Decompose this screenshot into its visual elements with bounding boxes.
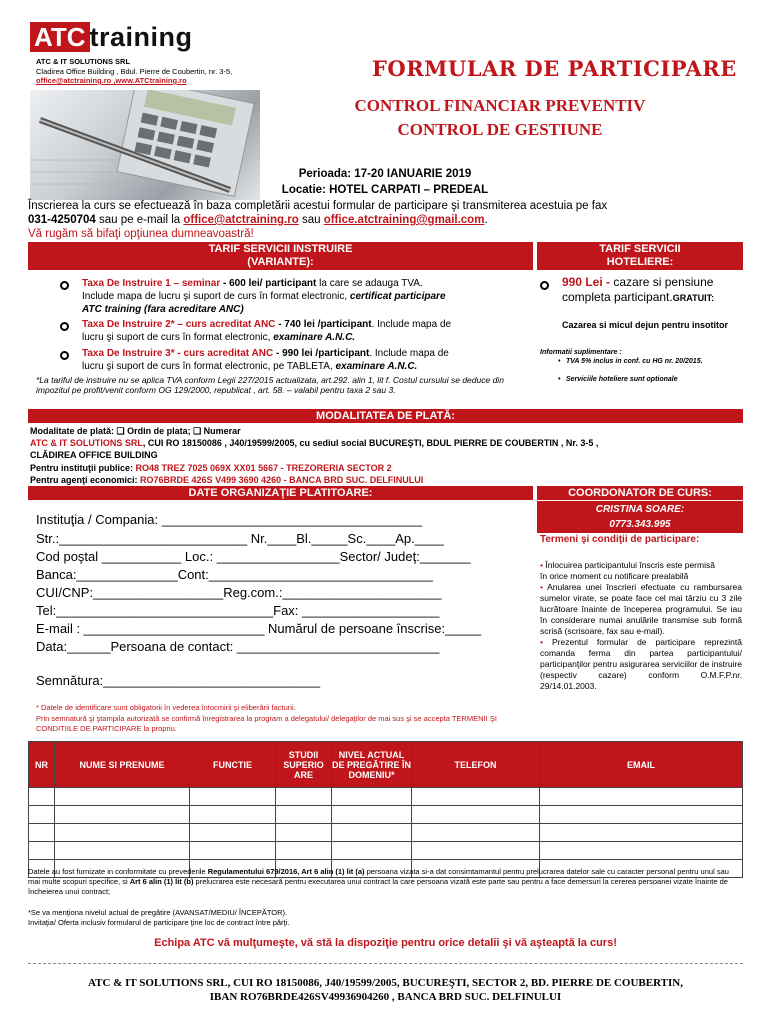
option-1-radio[interactable] <box>60 281 69 290</box>
company-emails[interactable]: office@atctraining.ro ,www.ATCtraining.ro <box>36 76 187 85</box>
company-name: ATC & IT SOLUTIONS SRL <box>36 57 131 66</box>
intro-end: . <box>484 214 488 226</box>
col-studies: STUDII SUPERIO ARE <box>276 742 332 788</box>
participants-table <box>28 741 743 878</box>
company-logo <box>30 22 248 56</box>
option-2-price: - 740 lei /participant <box>275 319 372 330</box>
intro-line-1: Înscrierea la curs se efectuează în baza completării acestui formular de participare şi transmiterea acestuia pe fax <box>28 200 608 212</box>
coord-phone: 0773.343.995 <box>609 519 671 530</box>
col-function: FUNCTIE <box>190 742 276 788</box>
option-1-price: - 600 lei/ participant <box>220 278 317 289</box>
course-period: Perioada: 17-20 IANUARIE 2019 <box>298 168 472 180</box>
course-title-1: CONTROL FINANCIAR PREVENTIV <box>354 96 646 115</box>
option-2-radio[interactable] <box>60 322 69 331</box>
payment-building: CLĂDIREA OFFICE BUILDING <box>30 450 158 460</box>
logo-atc: ATC <box>30 22 90 52</box>
gdpr-art: Art 6 alin (1) lit (b) <box>129 877 194 886</box>
col-nr: NR <box>29 742 55 788</box>
term-2: Anularea unei înscrieri efectuate cu rambursarea sumelor virate, se poate face cel mai târziu cu 3 zile lucrătoare înainte de începerea programului. Se iau în considerare numai anulările transmise sub formă scrisă (scrisoare, fax sau e-mail). <box>540 582 742 636</box>
form-title: FORMULAR DE PARTICIPARE <box>372 56 737 81</box>
col-phone: TELEFON <box>412 742 540 788</box>
company-address: Cladirea Office Building , Bdul. Pierre de Coubertin, nr. 3-5, <box>36 67 233 76</box>
hotel-price-value: 990 Lei - <box>562 275 611 289</box>
option-1-cert: certificat participare <box>347 291 446 302</box>
field-postal[interactable]: Cod poştal ___________ Loc.: _________________Sector/ Judeţ:_______ <box>36 549 471 564</box>
option-3-includes: lucru şi suport de curs în format electronic, pe TABLETA, <box>82 361 333 372</box>
thanks-message: Echipa ATC vă mulţumeşte, vă stă la dispoziţie pentru orice detalii şi vă aşteaptă la curs! <box>154 937 617 949</box>
gdpr-p1c: persoana vizata si-a dat consimtamantul pentru prelucrarea datelor sale cu caracter personal pentru unul sau mai multe scopuri specifice, si <box>28 867 729 886</box>
gdpr-text <box>28 867 743 897</box>
option-3-price: - 990 lei /participant <box>273 348 370 359</box>
option-3-exam: examinare A.N.C. <box>332 361 418 372</box>
field-company[interactable]: Instituţia / Compania: ____________________________________ <box>36 512 423 527</box>
option-1-note: ATC training (fara acreditare ANC) <box>82 304 244 315</box>
hotel-header-line2: HOTELIERE: <box>606 256 674 268</box>
level-note: *Se va menţiona nivelul actual de pregătire (AVANSAT/MEDIU/ ÎNCEPĂTOR). <box>28 908 288 917</box>
term-3: Prezentul formular de participare reprezintă comanda ferma din partea participantului/ participanţilor pentru asigurarea serviciilor de instruire (respectiv cazare) conform O.M.F.P.nr. 29/14.01.2003. <box>540 637 743 691</box>
option-3-title: Taxa De Instruire 3* - curs acreditat ANC <box>82 348 274 359</box>
option-2-includes: lucru şi suport de curs în format electronic, <box>82 332 271 343</box>
field-tel[interactable]: Tel:______________________________Fax: ___________________ <box>36 603 440 618</box>
option-3-rest: . Include mapa de <box>369 348 449 359</box>
payment-company: ATC & IT SOLUTIONS SRL <box>30 438 143 448</box>
hotel-header <box>537 242 743 270</box>
option-3 <box>82 347 528 373</box>
gdpr-p1: Datele au fost furnizate in conformitate cu prevederile <box>28 867 208 876</box>
footer-divider <box>28 963 743 964</box>
option-3-radio[interactable] <box>60 351 69 360</box>
intro-or: sau <box>298 214 324 226</box>
intro-text <box>28 199 743 241</box>
option-1-title: Taxa De Instruire 1 – seminar <box>82 278 221 289</box>
email-link-2[interactable]: office.atctraining@gmail.com <box>323 214 485 226</box>
info-1: • TVA 5% inclus in conf. cu HG nr. 20/2015. <box>558 358 703 365</box>
payment-details <box>30 425 742 486</box>
intro-or-email: sau pe e-mail la <box>95 214 184 226</box>
public-label: Pentru instituţii publice: <box>30 463 136 473</box>
coord-contact <box>537 501 743 533</box>
logo-training: training <box>89 22 193 52</box>
coord-header: COORDONATOR DE CURS: <box>537 486 743 500</box>
field-address[interactable]: Str.:__________________________ Nr.____Bl._____Sc.____Ap.____ <box>36 531 444 546</box>
option-2 <box>82 318 528 344</box>
course-title-2: CONTROL DE GESTIUNE <box>397 120 603 139</box>
id-note: * Datele de identificare sunt obligatorii în vederea întocmirii şi eliberării facturii. <box>36 703 296 712</box>
option-2-rest: . Include mapa de <box>371 319 452 330</box>
option-1-includes: Include mapa de lucru şi suport de curs în format electronic, <box>82 291 348 302</box>
econ-iban: RO76BRDE 426S V499 3690 4260 - BANCA BRD SUC. DELFINULUI <box>140 475 424 485</box>
hotel-free-items: Cazarea si micul dejun pentru insotitor <box>562 320 729 330</box>
terms-list: • Înlocuirea participantului înscris este permisă în orice moment cu notificare prealabilă • Anularea unei înscrieri efectuate cu rambursarea sumelor virate, se poate face cel mai târziu cu 3 zile lucrătoare înainte de începerea programului. Se iau în considerare numai anulările transmise sub formă scrisă (scrisoare, fax sau e-mail). • Prezentul formular de participare reprezintă comanda ferma din partea participantului/ participanţilor pentru asigurarea serviciilor de instruire (respectiv cazare) conform O.M.F.P.nr. 29/14.01.2003. <box>540 560 743 691</box>
vat-note: *La tariful de instruire nu se aplica TVA conform Legii 227/2015 actualizata, art.292. alin 1, lit f. Costul cursului se deduce din impozitul pe profit/venit conform OG 129/2000, republicat , art. 58. – valabil pentru taxa 2 sau 3. <box>36 375 504 395</box>
info-2: • Serviciile hoteliere sunt optionale <box>558 376 678 383</box>
tariff-header-line1: TARIF SERVICII INSTRUIRE <box>208 243 353 255</box>
table-row[interactable] <box>29 806 743 824</box>
footer-line-1: ATC & IT SOLUTIONS SRL, CUI RO 18150086, J40/19599/2005, BUCUREŞTI, SECTOR 2, BD. PIERRE DE COUBERTIN, <box>88 977 683 989</box>
course-location: Locatie: HOTEL CARPATI – PREDEAL <box>281 184 489 196</box>
option-2-title: Taxa De Instruire 2* – curs acreditat ANC <box>82 319 276 330</box>
table-row[interactable] <box>29 842 743 860</box>
field-cui[interactable]: CUI/CNP:__________________Reg.com.:______________________ <box>36 585 442 600</box>
option-2-exam: examinare A.N.C. <box>270 332 356 343</box>
confirm-note: Prin semnatură şi ştampila autorizată se confirmă înregistrarea la program a delegatului/ delegaţilor de mai sus şi se accepta TERMENII ŞI CONDITIILE DE PARTICIPARE la propriu. <box>36 714 497 733</box>
field-email[interactable]: E-mail : _________________________ Numărul de persoane înscrise:_____ <box>36 621 482 636</box>
terms-title: Termeni şi condiţii de participare: <box>540 534 700 545</box>
table-row[interactable] <box>29 824 743 842</box>
org-header: DATE ORGANIZAŢIE PLATITOARE: <box>28 486 533 500</box>
hotel-price-rest: cazare si pensiune completa participant. <box>562 275 714 304</box>
public-iban: RO48 TREZ 7025 069X XX01 5667 - TREZORERIA SECTOR 2 <box>135 463 392 473</box>
email-link-1[interactable]: office@atctraining.ro <box>183 214 299 226</box>
coord-name: CRISTINA SOARE: <box>595 504 685 515</box>
field-bank[interactable]: Banca:______________Cont:_______________________________ <box>36 567 433 582</box>
payment-header: MODALITATEA DE PLATĂ: <box>28 409 743 423</box>
contract-note: Invitaţia/ Oferta inclusiv formularul de participare ţine loc de contract între părţi. <box>28 918 290 927</box>
gdpr-reg: Regulamentului 679/2016, Art 6 alin (1) lit (a) <box>207 867 365 876</box>
footer-line-2: IBAN RO76BRDE426SV49936904260 , BANCA BRD SUC. DELFINULUI <box>209 991 562 1003</box>
fax-number: 031-4250704 <box>28 214 96 226</box>
tariff-header-line2: (VARIANTE): <box>247 256 314 268</box>
field-signature[interactable]: Semnătura:______________________________ <box>36 673 321 688</box>
table-header <box>29 742 743 788</box>
term-1b: în orice moment cu notificare prealabilă <box>540 571 689 581</box>
option-1-vat: la care se adauga TVA. <box>316 278 423 289</box>
econ-label: Pentru agenţi economici: <box>30 475 141 485</box>
info-title: Informatii suplimentare : <box>540 349 622 356</box>
gdpr-p1e: prelucrarea este necesară pentru executarea unui contract la care persoana vizată este parte sau pentru a face demersuri la cererea persoanei vizate înainte de încheierea unui contract; <box>28 877 728 896</box>
field-date[interactable]: Data:______Persoana de contact: ____________________________ <box>36 639 440 654</box>
hotel-header-line1: TARIF SERVICII <box>599 243 681 255</box>
payment-company-details: , CUI RO 18150086 , J40/19599/2005, cu sediul social BUCUREŞTI, BDUL PIERRE DE COUBERTIN , Nr. 3-5 , <box>142 438 599 448</box>
check-note: Vă rugăm să bifaţi opţiunea dumneavoastră! <box>28 228 254 240</box>
col-level: NIVEL ACTUAL DE PREGĂTIRE ÎN DOMENIU* <box>332 742 412 788</box>
tariff-header <box>28 242 533 270</box>
col-email: EMAIL <box>540 742 743 788</box>
payment-methods: Modalitate de plată: ❑ Ordin de plata; ❑ Numerar <box>30 426 241 436</box>
col-name: NUME SI PRENUME <box>55 742 190 788</box>
option-1 <box>82 277 528 316</box>
footer <box>28 976 743 1004</box>
hotel-radio[interactable] <box>540 281 549 290</box>
hotel-price <box>562 275 740 306</box>
table-row[interactable] <box>29 788 743 806</box>
term-1: Înlocuirea participantului înscris este permisă <box>545 560 715 570</box>
hotel-free-label: GRATUIT: <box>672 293 715 303</box>
